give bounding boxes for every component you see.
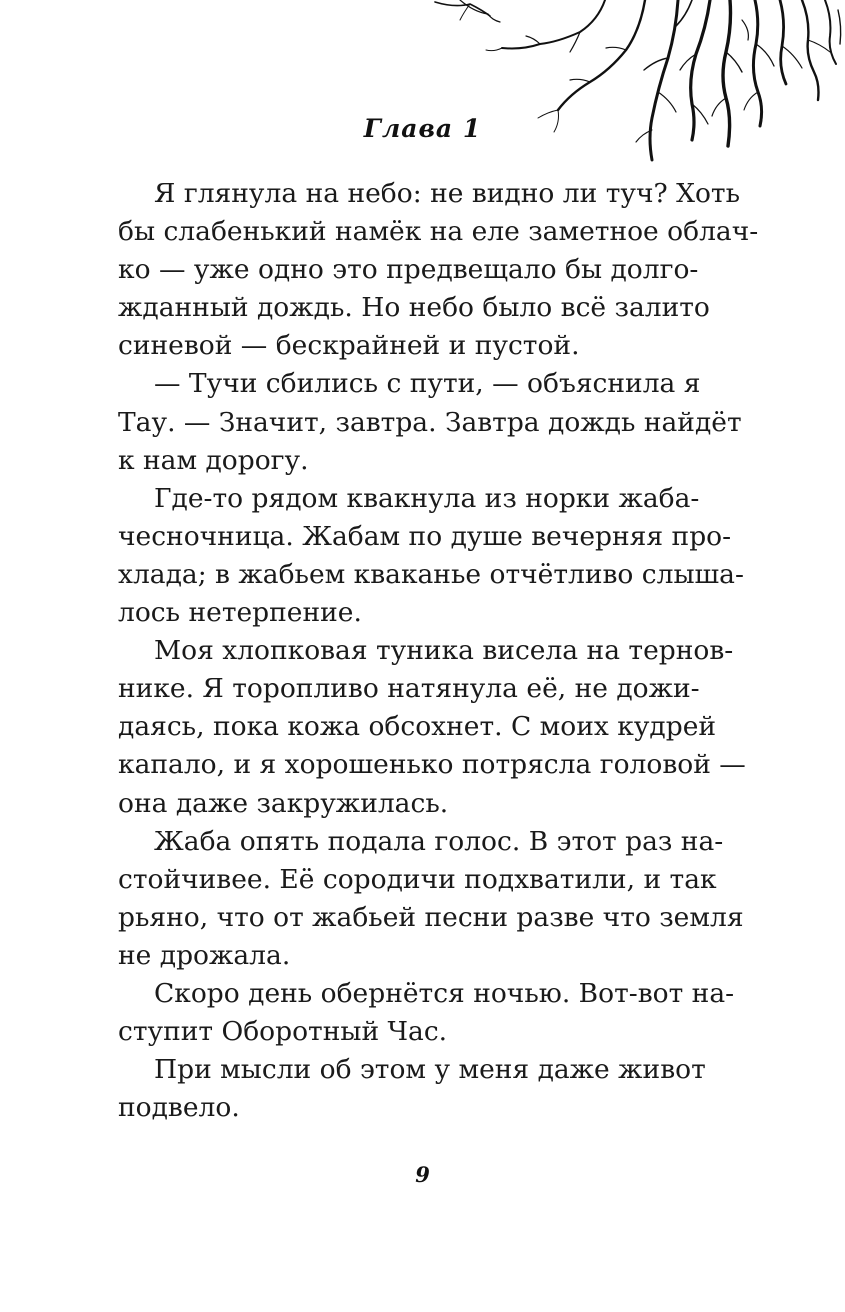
text-line: — Тучи сбились с пути, — объяснила я <box>154 368 701 400</box>
text-line: жданный дождь. Но небо было всё залито <box>118 292 710 324</box>
text-line: нике. Я торопливо натянула её, не дожи- <box>118 673 700 705</box>
text-line: стойчивее. Её сородичи подхватили, и так <box>118 863 717 895</box>
text-line: синевой — бескрайней и пустой. <box>118 330 580 362</box>
text-line: она даже закружилась. <box>118 787 449 819</box>
text-line: чесночница. Жабам по душе вечерняя про- <box>118 520 732 552</box>
text-line: Жаба опять подала голос. В этот раз на- <box>154 825 724 857</box>
text-line: хлада; в жабьем кваканье отчётливо слыша- <box>118 558 744 590</box>
text-line: рьяно, что от жабьей песни разве что земля <box>118 901 744 933</box>
text-line: При мысли об этом у меня даже живот <box>154 1054 706 1086</box>
text-line: Тау. — Значит, завтра. Завтра дождь найдёт <box>118 406 742 438</box>
text-line: даясь, пока кожа обсохнет. С моих кудрей <box>118 711 717 743</box>
text-line: Скоро день обернётся ночью. Вот-вот на- <box>154 977 735 1009</box>
text-line: не дрожала. <box>118 939 291 971</box>
text-line: Моя хлопковая туника висела на тернов- <box>154 635 734 667</box>
text-line: лось нетерпение. <box>118 597 362 629</box>
text-line: Где-то рядом квакнула из норки жаба- <box>154 482 700 514</box>
text-line: к нам дорогу. <box>118 444 309 476</box>
text-line: ступит Оборотный Час. <box>118 1016 448 1048</box>
text-line: подвело. <box>118 1092 240 1124</box>
page-number: 9 <box>415 1162 430 1187</box>
chapter-heading: Глава 1 <box>363 114 482 143</box>
tree-roots-illustration <box>430 0 845 170</box>
text-line: бы слабенький намёк на еле заметное облач- <box>118 216 759 248</box>
body-text <box>118 175 759 1127</box>
text-line: Я глянула на небо: не видно ли туч? Хоть <box>154 178 741 209</box>
text-line: ко — уже одно это предвещало бы долго- <box>118 254 699 286</box>
text-line: капало, и я хорошенько потрясла головой — <box>118 749 746 781</box>
